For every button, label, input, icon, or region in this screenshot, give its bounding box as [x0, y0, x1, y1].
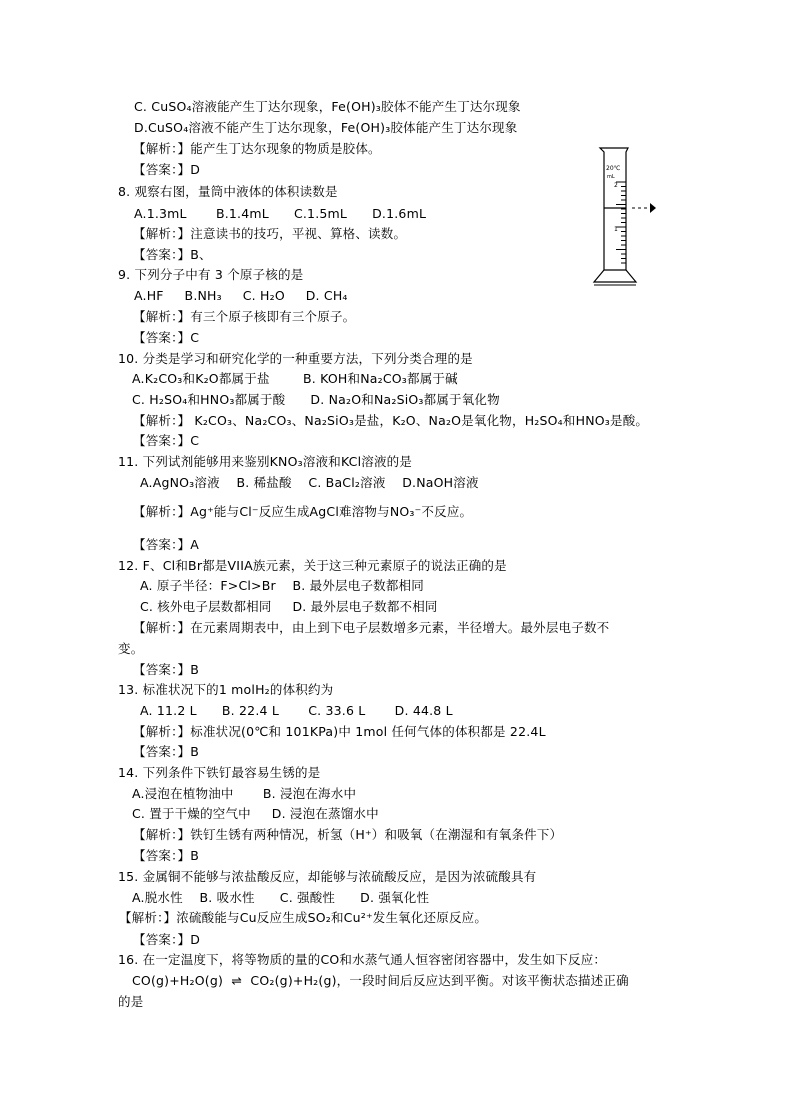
answer-line: 【答案：】C	[133, 330, 200, 345]
answer-line: 【答案：】D	[133, 162, 201, 177]
text-line: 变。	[118, 641, 144, 656]
options-line: A.1.3mL B.1.4mL C.1.5mL D.1.6mL	[134, 206, 427, 221]
answer-line: 【答案：】C	[133, 433, 200, 448]
options-line: C. 置于干燥的空气中 D. 浸泡在蒸馏水中	[132, 806, 379, 821]
analysis-line: 【解析：】标准状况(0℃和 101KPa)中 1mol 任何气体的体积都是 22.4L	[133, 724, 546, 739]
question-stem: 8. 观察右图，量筒中液体的体积读数是	[118, 184, 338, 199]
options-line: A.脱水性 B. 吸水性 C. 强酸性 D. 强氧化性	[132, 890, 430, 905]
question-stem: 16. 在一定温度下，将等物质的量的CO和水蒸气通人恒容密闭容器中，发生如下反应：	[118, 952, 607, 967]
options-line: A.HF B.NH₃ C. H₂O D. CH₄	[134, 288, 348, 303]
options-line: A.AgNO₃溶液 B. 稀盐酸 C. BaCl₂溶液 D.NaOH溶液	[140, 475, 479, 490]
text-line: 的是	[118, 994, 144, 1009]
text-line: CO(g)+H₂O(g) ⇌ CO₂(g)+H₂(g)，一段时间后反应达到平衡。对该平衡状态描述正确	[132, 973, 629, 988]
analysis-line: 【解析：】在元素周期表中，由上到下电子层数增多元素，半径增大。最外层电子数不	[133, 620, 610, 635]
question-stem: 11. 下列试剂能够用来鉴别KNO₃溶液和KCl溶液的是	[118, 454, 413, 469]
answer-line: 【答案：】B	[133, 662, 200, 677]
analysis-line: 【解析：】铁钉生锈有两种情况，析氢（H⁺）和吸氧（在潮湿和有氧条件下）	[133, 827, 563, 842]
options-line: A. 原子半径：F>Cl>Br B. 最外层电子数都相同	[140, 578, 424, 593]
question-stem: 15. 金属铜不能够与浓盐酸反应，却能够与浓硫酸反应，是因为浓硫酸具有	[118, 869, 537, 884]
options-line: C. H₂SO₄和HNO₃都属于酸 D. Na₂O和Na₂SiO₃都属于氧化物	[132, 392, 500, 407]
options-line: C. 核外电子层数都相同 D. 最外层电子数都不相同	[140, 599, 438, 614]
answer-line: 【答案：】B	[133, 848, 200, 863]
scale-label: 2	[614, 182, 618, 189]
options-line: A.K₂CO₃和K₂O都属于盐 B. KOH和Na₂CO₃都属于碱	[132, 371, 458, 386]
question-stem: 13. 标准状况下的1 molH₂的体积约为	[118, 682, 334, 697]
eye-icon	[650, 203, 656, 213]
answer-line: 【答案：】A	[133, 537, 200, 552]
question-stem: 10. 分类是学习和研究化学的一种重要方法，下列分类合理的是	[118, 351, 473, 366]
analysis-line: 【解析：】 K₂CO₃、Na₂CO₃、Na₂SiO₃是盐，K₂O、Na₂O是氧化物，H₂SO₄和HNO₃是酸。	[133, 413, 649, 428]
answer-line: 【答案：】B	[133, 744, 200, 759]
analysis-line: 【解析：】浓硫酸能与Cu反应生成SO₂和Cu²⁺发生氧化还原反应。	[119, 910, 488, 925]
analysis-line: 【解析：】有三个原子核即有三个原子。	[133, 309, 356, 324]
options-line: D.CuSO₄溶液不能产生丁达尔现象，Fe(OH)₃胶体能产生丁达尔现象	[134, 120, 518, 135]
scale-label: 20℃	[606, 165, 621, 172]
options-line: C. CuSO₄溶液能产生丁达尔现象，Fe(OH)₃胶体不能产生丁达尔现象	[134, 99, 521, 114]
question-stem: 9. 下列分子中有 3 个原子核的是	[118, 267, 304, 282]
question-stem: 12. F、Cl和Br都是VIIA族元素，关于这三种元素原子的说法正确的是	[118, 558, 507, 573]
analysis-line: 【解析：】能产生丁达尔现象的物质是胶体。	[133, 141, 381, 156]
answer-line: 【答案：】D	[133, 932, 201, 947]
scale-label: mL	[607, 174, 615, 180]
graduated-cylinder-figure	[590, 140, 670, 290]
options-line: A.浸泡在植物油中 B. 浸泡在海水中	[132, 786, 357, 801]
question-stem: 14. 下列条件下铁钉最容易生锈的是	[118, 765, 321, 780]
options-line: A. 11.2 L B. 22.4 L C. 33.6 L D. 44.8 L	[140, 703, 453, 718]
scale-label: 1	[614, 226, 618, 233]
analysis-line: 【解析：】注意读书的技巧，平视、算格、读数。	[133, 226, 407, 241]
answer-line: 【答案：】B、	[133, 247, 212, 262]
analysis-line: 【解析：】Ag⁺能与Cl⁻反应生成AgCl难溶物与NO₃⁻不反应。	[133, 504, 473, 519]
